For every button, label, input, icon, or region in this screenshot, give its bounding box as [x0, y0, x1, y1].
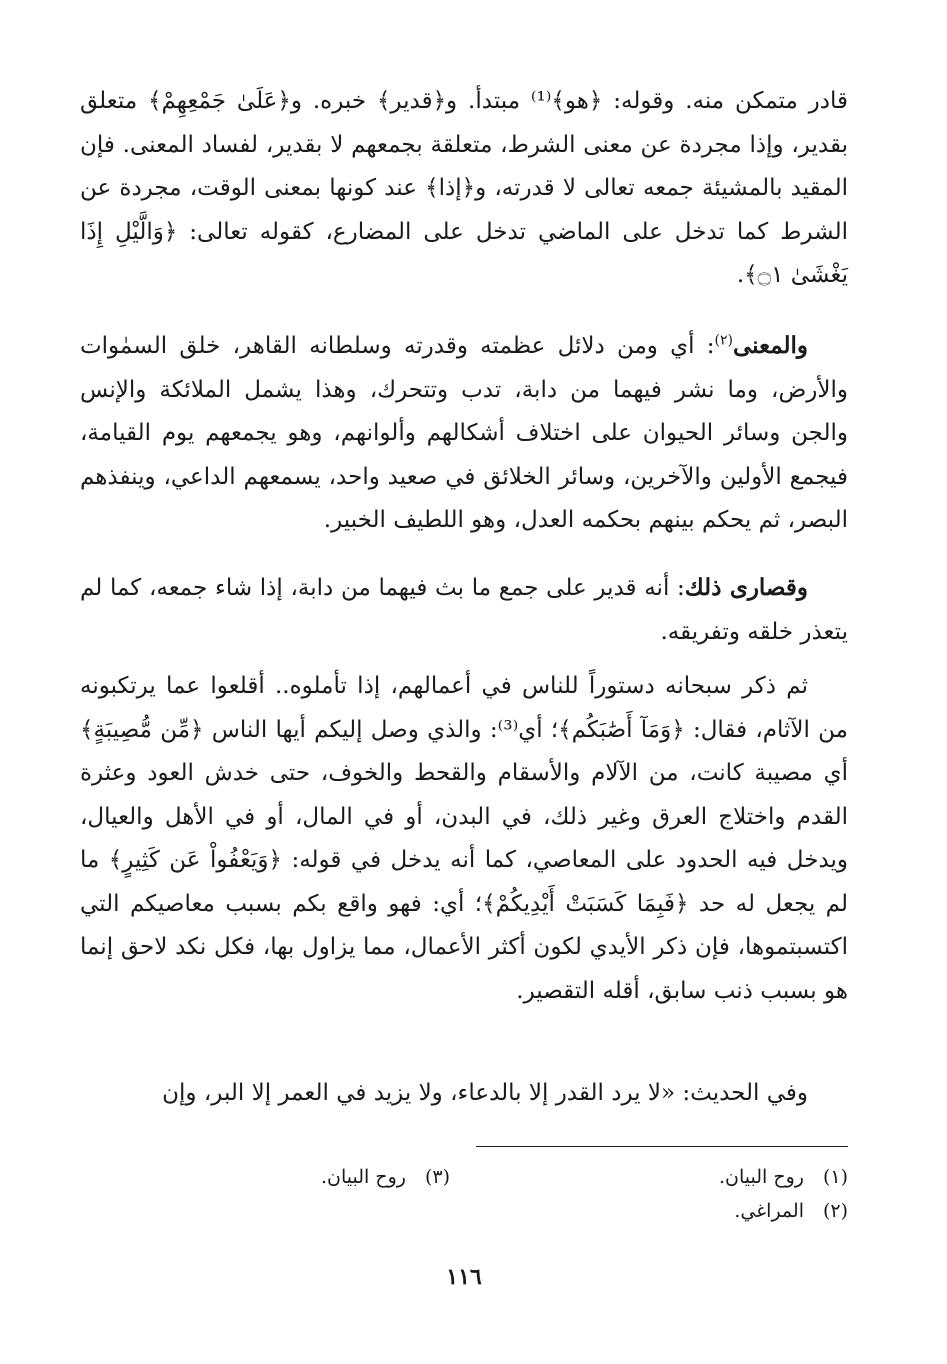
paragraph-3-text: : أنه قدير على جمع ما بث فيهما من دابة، إذا شاء جمعه، كما لم يتعذر خلقه وتفريقه. [80, 575, 848, 645]
paragraph-3-lead: وقصارى ذلك [684, 574, 808, 601]
footnote-2 [450, 1194, 848, 1228]
footnote-2-text: المراغي. [734, 1200, 804, 1222]
book-page [80, 80, 848, 1330]
paragraph-1 [80, 80, 848, 298]
paragraph-4-text: ثم ذكر سبحانه دستوراً للناس في أعمالهم، إذا تأملوه.. أقلعوا عما يرتكبونه من الآثام، فقال: ﴿وَمَآ أَصَٰبَكُم﴾؛ أي⁽³⁾: والذي وصل إليكم أيها الناس ﴿مِّن مُّصِيبَةٍ﴾ أي مصيبة كانت، من الآلام والأسقام والقحط والخوف، حتى خدش العود وعثرة القدم واختلاج العرق وغير ذلك، في البدن، أو في المال، أو في الأهل والعيال، ويدخل فيه الحدود على المعاصي، كما أنه يدخل في قوله: ﴿وَيَعْفُواْ عَن كَثِيرٍ﴾ ما لم يجعل له حد ﴿فَبِمَا كَسَبَتْ أَيْدِيكُمْ﴾؛ أي: فهو واقع بكم بسبب معاصيكم التي اكتسبتموها، فإن ذكر الأيدي لكون أكثر الأعمال، مما يزاول بها، فكل نكد لاحق إنما هو بسبب ذنب سابق، أقله التقصير. [80, 673, 849, 1004]
footnote-3 [190, 1160, 450, 1194]
footnote-1-number: (١) [822, 1166, 848, 1188]
footnote-row-2 [80, 1194, 848, 1228]
footnote-1-text: روح البيان. [719, 1166, 804, 1188]
paragraph-2 [80, 324, 848, 543]
page-number: ١١٦ [446, 1264, 482, 1290]
paragraph-3 [80, 566, 848, 654]
paragraph-2-lead: والمعنى [732, 332, 808, 359]
paragraph-2-text: : أي ومن دلائل عظمته وقدرته وسلطانه القاهر، خلق السمٰوات والأرض، وما نشر فيهما من دابة، تدب وتتحرك، وهذا يشمل الملائكة والإنس والجن وسائر الحيوان على اختلاف أشكالهم وألوانهم، وهو يجمعهم يوم القيامة، فيجمع الأولين والآخرين، وسائر الخلائق في صعيد واحد، يسمعهم الداعي، وينفذهم البصر، ثم يحكم بينهم بحكمه العدل، وهو اللطيف الخبير. [80, 333, 848, 533]
footnote-3-text: روح البيان. [321, 1166, 406, 1188]
footnote-row-1 [80, 1160, 848, 1194]
paragraph-4 [80, 665, 848, 1013]
footnote-ref-2: (٢) [714, 332, 733, 349]
footnote-2-number: (٢) [822, 1200, 848, 1222]
paragraph-5-text: وفي الحديث: «لا يرد القدر إلا بالدعاء، ولا يزيد في العمر إلا البر، وإن [162, 1080, 808, 1106]
footnotes [80, 1160, 848, 1228]
footnote-1 [450, 1160, 848, 1194]
footnote-separator [476, 1146, 848, 1147]
paragraph-1-text: قادر متمكن منه. وقوله: ﴿هو﴾⁽¹⁾ مبتدأ. و﴿قدير﴾ خبره. و﴿عَلَىٰ جَمْعِهِمْ﴾ متعلق بقدير، وإذا مجردة عن معنى الشرط، متعلقة بجمعهم لا بقدير، لفساد المعنى. فإن المقيد بالمشيئة جمعه تعالى لا قدرته، و﴿إذا﴾ عند كونها بمعنى الوقت، مجردة عن الشرط كما تدخل على الماضي تدخل على المضارع، كقوله تعالى: ﴿وَالَّيْلِ إِذَا يَغْشَىٰ ۝١﴾. [80, 88, 848, 288]
paragraph-5 [80, 1072, 848, 1116]
footnote-3-number: (٣) [424, 1166, 450, 1188]
